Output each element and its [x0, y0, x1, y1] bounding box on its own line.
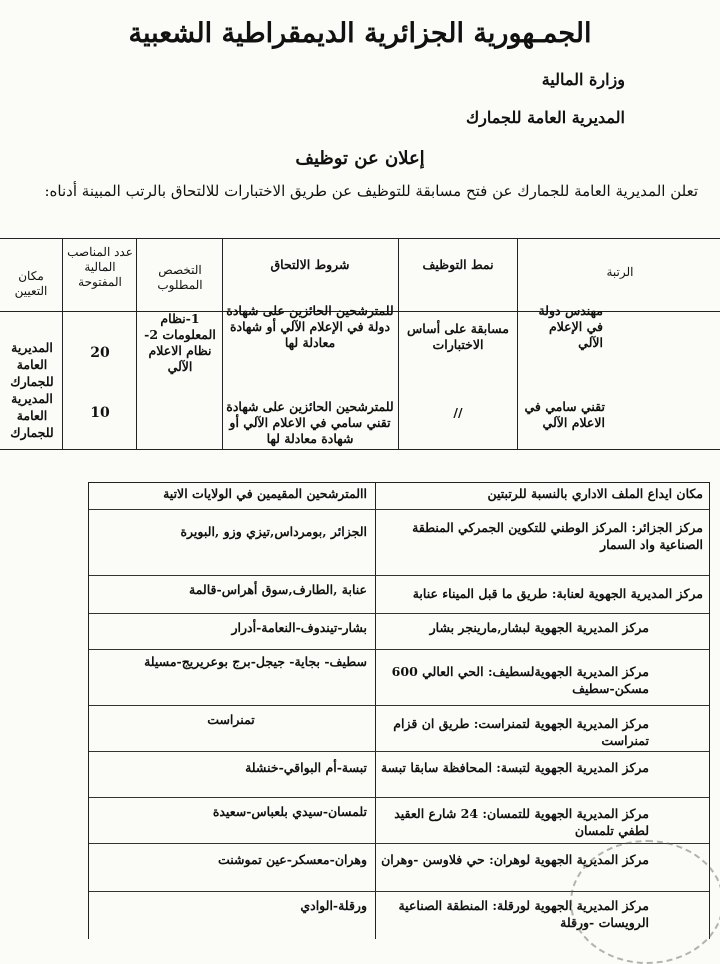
announcement-title: إعلان عن توظيف [295, 148, 425, 169]
deposit-row-wilayas: الجزائر ,بومرداس,تيزي وزو ,البويرة [180, 524, 367, 539]
deposit-row-center: مركز المديرية الجهوية لورقلة: المنطقة الصناعية الرويسات -ورقلة [398, 898, 649, 930]
row1-grade: مهندس دولة في الإعلام الآلي [538, 303, 603, 350]
deposit-row-wilayas: تمنراست [207, 712, 255, 727]
deposit-row-wilayas: بشار-تيندوف-النعامة-أدرار [231, 620, 367, 635]
header-count: عدد المناصب المالية المفتوحة [67, 245, 133, 289]
deposit-row-center: مركز الجزائر: المركز الوطني للتكوين الجمركي المنطقة الصناعية واد السمار [412, 520, 703, 552]
deposit-header-wilayas: االمترشحين المقيمين في الولايات الاتية [163, 486, 367, 501]
header-conditions: شروط الالتحاق [270, 257, 350, 272]
deposit-header-center: مكان ايداع الملف الاداري بالنسبة للرتبتين [487, 486, 703, 501]
row2-mode: // [453, 405, 463, 420]
deposit-row-center: مركز المديرية الجهوية لتمنراست: طريق ان قزام تمنراست [393, 716, 649, 748]
deposit-row-wilayas: سطيف- بجاية- جيجل-برج بوعريريج-مسيلة [144, 654, 367, 669]
announcement-intro: تعلن المديرية العامة للجمارك عن فتح مسابقة للتوظيف عن طريق الاختبارات للالتحاق بالرتب المبينة أدناه: [44, 182, 698, 200]
row2-grade: تقني سامي في الاعلام الآلي [524, 399, 605, 430]
header-mode: نمط التوظيف [422, 257, 494, 272]
deposit-row-center: مركز المديرية الجهوية للتمسان: 24 شارع العقيد لطفي تلمسان [394, 806, 649, 838]
ministry-name: وزارة المالية [541, 70, 625, 89]
deposit-row-wilayas: عنابة ,الطارف,سوق أهراس-قالمة [189, 582, 367, 597]
deposit-row-wilayas: وهران-معسكر-عين تموشنت [217, 852, 367, 867]
positions-table [0, 238, 720, 450]
header-grade: الرتبة [606, 265, 634, 279]
row1-count: 20 [90, 345, 110, 361]
row1-conditions: للمترشحين الحائزين على شهادة دولة في الإعلام الآلي أو شهادة معادلة لها [226, 303, 394, 350]
deposit-row-center: مركز المديرية الجهويةلسطيف: الحي العالي 600 مسكن-سطيف [391, 664, 649, 696]
appointment-place: المديرية العامة للجمارك المديرية العامة للجمارك [10, 340, 54, 440]
row2-conditions: للمترشحين الحائزين على شهادة تقني سامي في الاعلام الآلي أو شهادة معادلة لها [226, 399, 394, 446]
deposit-row-wilayas: تبسة-أم البواقي-خنشلة [245, 760, 367, 775]
deposit-row-center: مركز المديرية الجهوية لعنابة: طريق ما قبل الميناء عنابة [412, 586, 703, 601]
deposit-row-wilayas: تلمسان-سيدي بلعباس-سعيدة [212, 804, 367, 819]
row1-specialty: 1-نظام المعلومات 2-نظام الاعلام الآلي [144, 311, 216, 374]
deposit-row-center: مركز المديرية الجهوية لبشار,مارينجر بشار [429, 620, 649, 635]
header-specialty: التخصص المطلوب [157, 263, 203, 292]
deposit-row-center: مركز المديرية الجهوية لوهران: حي فلاوسن -وهران [381, 852, 649, 867]
official-stamp [570, 840, 720, 964]
deposit-row-wilayas: ورقلة-الوادي [300, 898, 367, 913]
deposit-row-center: مركز المديرية الجهوية لتبسة: المحافظة سابقا تبسة [380, 760, 649, 775]
row1-mode: مسابقة على أساس الاختبارات [407, 321, 509, 352]
directorate-name: المديرية العامة للجمارك [465, 108, 625, 127]
republic-title: الجمـهورية الجزائرية الديمقراطية الشعبية [128, 18, 592, 49]
header-place: مكان التعيين [14, 269, 48, 298]
row2-count: 10 [90, 405, 110, 421]
